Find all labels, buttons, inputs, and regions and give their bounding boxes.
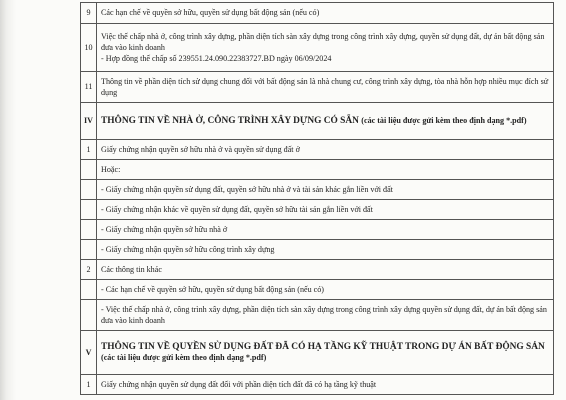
row-number: 9 [81, 3, 97, 24]
section-number: V [81, 331, 97, 375]
row-text: Giấy chứng nhận quyền sử dụng đất đối với phần diện tích đất đã có hạ tầng kỹ thuật [97, 375, 554, 395]
row-text: Hoặc: [97, 160, 554, 180]
row-text: Thông tin về phần diện tích sử dụng chung đối với bất động sản là nhà chung cư, công trình xây dựng, tòa nhà hỗn hợp nhiều mục đích sử dụng [97, 72, 554, 103]
row-text: - Giấy chứng nhận khác về quyền sử dụng đất, quyền sở hữu tài sản gắn liền với đất [97, 200, 554, 220]
row-number: 2 [81, 260, 97, 280]
row-number [81, 160, 97, 180]
table-row [81, 220, 554, 240]
row-text: - Việc thế chấp nhà ở, công trình xây dựng, phần diện tích sàn xây dựng trong công trình xây dựng quyền sử dụng đất, dự án bất động sản đưa vào kinh doanh [97, 300, 554, 331]
section-note: (các tài liệu được gửi kèm theo định dạng *.pdf) [101, 353, 267, 363]
table-row [81, 280, 554, 300]
row-number [81, 280, 97, 300]
row-number [81, 220, 97, 240]
row-number: 1 [81, 375, 97, 395]
section-header-row [81, 331, 554, 375]
row-number [81, 180, 97, 200]
section-note: (các tài liệu được gửi kèm theo định dạng *.pdf) [361, 115, 527, 125]
row-text: - Các hạn chế về quyền sở hữu, quyền sử dụng bất động sản (nếu có) [97, 280, 554, 300]
row-number [81, 200, 97, 220]
row-text: Các hạn chế về quyền sở hữu, quyền sử dụng bất động sản (nếu có) [97, 3, 554, 24]
table-row [81, 300, 554, 331]
row-number: 11 [81, 72, 97, 103]
table-row [81, 3, 554, 24]
section-title: THÔNG TIN VỀ QUYỀN SỬ DỤNG ĐẤT ĐÃ CÓ HẠ TẦNG KỸ THUẬT TRONG DỰ ÁN BẤT ĐỘNG SẢN (các tài liệu được gửi kèm theo định dạng *.pdf) [97, 331, 554, 375]
scan-page-edge-shadow [0, 0, 16, 400]
row-text: - Giấy chứng nhận quyền sở hữu công trình xây dựng [97, 240, 554, 260]
table-row [81, 72, 554, 103]
table-row [81, 160, 554, 180]
row-text: - Giấy chứng nhận quyền sử dụng đất, quyền sở hữu nhà ở và tài sản khác gắn liền với đất [97, 180, 554, 200]
row-number [81, 300, 97, 331]
row-text: Các thông tin khác [97, 260, 554, 280]
table-row [81, 24, 554, 72]
section-title: THÔNG TIN VỀ NHÀ Ở, CÔNG TRÌNH XÂY DỰNG CÓ SẴN (các tài liệu được gửi kèm theo định dạng *.pdf) [97, 103, 554, 140]
row-number: 10 [81, 24, 97, 72]
section-number: IV [81, 103, 97, 140]
row-number [81, 240, 97, 260]
row-text: Giấy chứng nhận quyền sở hữu nhà ở và quyền sử dụng đất ở [97, 140, 554, 160]
row-text: - Giấy chứng nhận quyền sở hữu nhà ở [97, 220, 554, 240]
table-row [81, 200, 554, 220]
row-text: Việc thế chấp nhà ở, công trình xây dựng, phần diện tích sàn xây dựng trong công trình xây dựng, quyền sử dụng đất, dự án bất động sản đưa vào kinh doanh - Hợp đồng thế chấp số 239551.24.090.22383727.BD ngày 06/09/2024 [97, 24, 554, 72]
table-row [81, 180, 554, 200]
row-number: 1 [81, 140, 97, 160]
section-header-row [81, 103, 554, 140]
table-row [81, 260, 554, 280]
table-row [81, 240, 554, 260]
document-table [80, 2, 554, 395]
table-row [81, 140, 554, 160]
table-row [81, 375, 554, 395]
